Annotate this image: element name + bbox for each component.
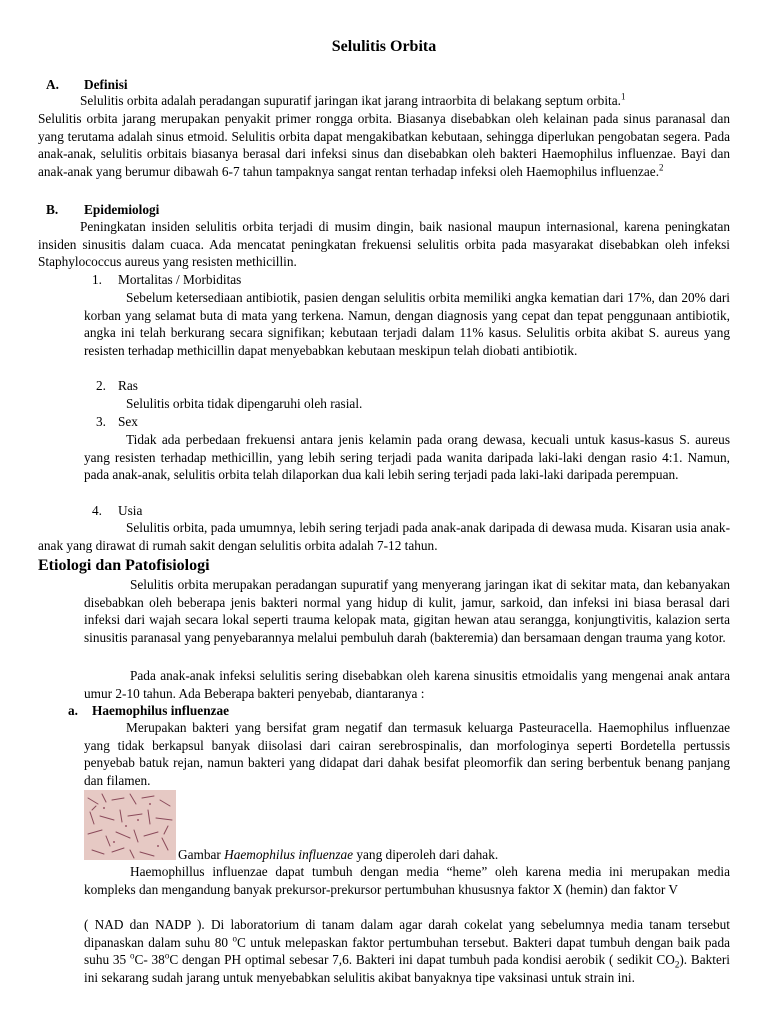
- etiologi-heading: Etiologi dan Patofisiologi: [38, 557, 210, 574]
- footnote-ref-2: 2: [659, 162, 664, 173]
- media-text-e: C dengan PH optimal sebesar 7,6. Bakteri ini dapat tumbuh pada kondisi aerobik ( sedikit CO: [169, 952, 675, 968]
- item-1-text: Sebelum ketersediaan antibiotik, pasien dengan selulitis orbita memiliki angka kematian dari 17%, dan 20% dari korban yang selamat buta di mata yang terkena. Namun, dengan diagnosis yang cepat dan tepat penggunaan antibiotik, angka ini telah berkurang secara signifikan; kebutaan terjadi dalam 11% kasus. Selulitis orbita akibat S. aureus yang resisten terhadap methicillin dapat menyebabkan kebutaan meskipun telah diobati antibiotik.: [84, 290, 730, 358]
- item-3-number: 3.: [96, 414, 106, 429]
- degree-mark-3: o: [164, 950, 170, 961]
- item-2-text: Selulitis orbita tidak dipengaruhi oleh rasial.: [126, 396, 363, 411]
- haemophilus-paragraph: Merupakan bakteri yang bersifat gram negatif dan termasuk keluarga Pasteuracella. Haemophilus influenzae yang tidak berkapsul banyak diisolasi dari cairan serebrospinalis, dan morfologinya seperti Bordetella pertussis penyebab batuk rejan, namun bakteri yang didapat dari dahak besifat pleomorfik dan sering berbentuk benang panjang dan filamen.: [84, 720, 730, 788]
- subsection-a-label: a.: [68, 703, 78, 718]
- item-2-heading: Ras: [118, 378, 138, 393]
- figure-caption-organism: Haemophilus influenzae: [224, 847, 354, 862]
- item-4-heading: Usia: [118, 503, 143, 518]
- degree-mark-1: o: [232, 933, 237, 944]
- page-title: Selulitis Orbita: [331, 38, 437, 55]
- media-paragraph-1: Haemophillus influenzae dapat tumbuh dengan media “heme” oleh karena media ini merupakan media kompleks dan mengandung banyak prekursor-prekursor pertumbuhan khususnya faktor X (hemin) dan faktor V: [84, 864, 730, 897]
- figure-caption-suffix: yang diperoleh dari dahak.: [353, 847, 499, 862]
- figure-caption: [178, 846, 498, 863]
- figure-caption-prefix: Gambar: [178, 847, 225, 862]
- bacteria-micrograph-image: [84, 790, 176, 860]
- degree-mark-2: o: [129, 950, 135, 961]
- subsection-a-heading: Haemophilus influenzae: [92, 703, 230, 718]
- definisi-p2: Selulitis orbita jarang merupakan penyakit primer rongga orbita. Biasanya disebabkan oleh kelainan pada sinus paranasal dan yang terutama adalah sinus etmoid. Selulitis orbita dapat mengakibatkan kebutaan, sehingga diperlukan pengobatan segera. Pada anak-anak, selulitis orbitais biasanya berasal dari infeksi sinus dan disebabkan oleh bakteri Haemophilus influenzae. Bayi dan anak-anak yang berumur dibawah 6-7 tahun tampaknya sangat rentan terhadap infeksi oleh Haemophilus influenzae.: [38, 111, 730, 179]
- section-a-label: A.: [46, 77, 59, 92]
- media-paragraph-2: [84, 916, 730, 986]
- item-1-number: 1.: [92, 272, 102, 287]
- media-text-c: C untuk melepaskan faktor pertumbuhan tersebut. Bakteri dapat tumbuh dengan baik pada suhu 35: [84, 934, 731, 968]
- media-text-d: C- 38: [134, 952, 165, 968]
- item-4-text: Selulitis orbita, pada umumnya, lebih sering terjadi pada anak-anak daripada di dewasa muda. Kisaran usia anak-anak yang dirawat di rumah sakit dengan selulitis orbita adalah 7-12 tahun.: [38, 520, 730, 553]
- definisi-p1: Selulitis orbita adalah peradangan supuratif jaringan ikat jarang intraorbita di belakang septum orbita.: [80, 93, 621, 108]
- etiologi-paragraph-1: Selulitis orbita merupakan peradangan supuratif yang menyerang jaringan ikat di sekitar mata, dan kebanyakan disebabkan oleh beberapa jenis bakteri normal yang hidup di kulit, jamur, sarkoid, dan infeksi ini biasa berasal dari infeksi dari wajah secara lokal seperti trauma kelopak mata, gigitan hewan atau serangga, konjungtivitis, kalazion serta sinusitis paranasal yang penyebarannya melalui pembuluh darah (bakteremia) dan bersamaan dengan trauma yang kotor.: [84, 577, 730, 645]
- item-3-heading: Sex: [118, 414, 138, 429]
- item-1-heading: Mortalitas / Morbiditas: [118, 272, 242, 287]
- co2-subscript: 2: [674, 959, 680, 970]
- media-text-b: ( NAD dan NADP ). Di laboratorium di tanam dalam agar darah cokelat yang sebelumnya media tanam tersebut dipanaskan dalam suhu 80: [84, 917, 730, 950]
- section-b-label: B.: [46, 202, 59, 217]
- item-3-text: Tidak ada perbedaan frekuensi antara jenis kelamin pada orang dewasa, kecuali untuk kasus-kasus S. aureus yang resisten terhadap methicillin, yang lebih sering terjadi pada wanita daripada laki-laki dengan rasio 4:1. Namun, pada anak-anak, selulitis orbita telah dilaporkan dua kali lebih sering terjadi pada laki-laki daripada perempuan.: [84, 432, 730, 483]
- definisi-paragraph: [38, 92, 730, 110]
- item-4-number: 4.: [92, 503, 102, 518]
- item-2-number: 2.: [96, 378, 106, 393]
- section-a-heading: Definisi: [84, 77, 128, 92]
- etiologi-paragraph-2: Pada anak-anak infeksi selulitis sering disebabkan oleh karena sinusitis etmoidalis yang mengenai anak antara umur 2-10 tahun. Ada Beberapa bakteri penyebab, diantaranya :: [84, 668, 730, 701]
- epidemiologi-paragraph: Peningkatan insiden selulitis orbita terjadi di musim dingin, baik nasional maupun internasional, karena peningkatan insiden sinusitis dalam cuaca. Ada mencatat peningkatan frekuensi selulitis orbita pada masyarakat disebabkan oleh infeksi Staphylococcus aureus yang resisten methicillin.: [38, 219, 730, 270]
- footnote-ref-1: 1: [620, 91, 626, 102]
- media-text-f: ). Bakteri ini sekarang sudah jarang untuk menyebabkan selulitis akibat banyaknya tipe vaksinasi untuk strain ini.: [84, 952, 730, 985]
- definisi-paragraph-2: [38, 110, 730, 180]
- section-b-heading: Epidemiologi: [84, 202, 160, 217]
